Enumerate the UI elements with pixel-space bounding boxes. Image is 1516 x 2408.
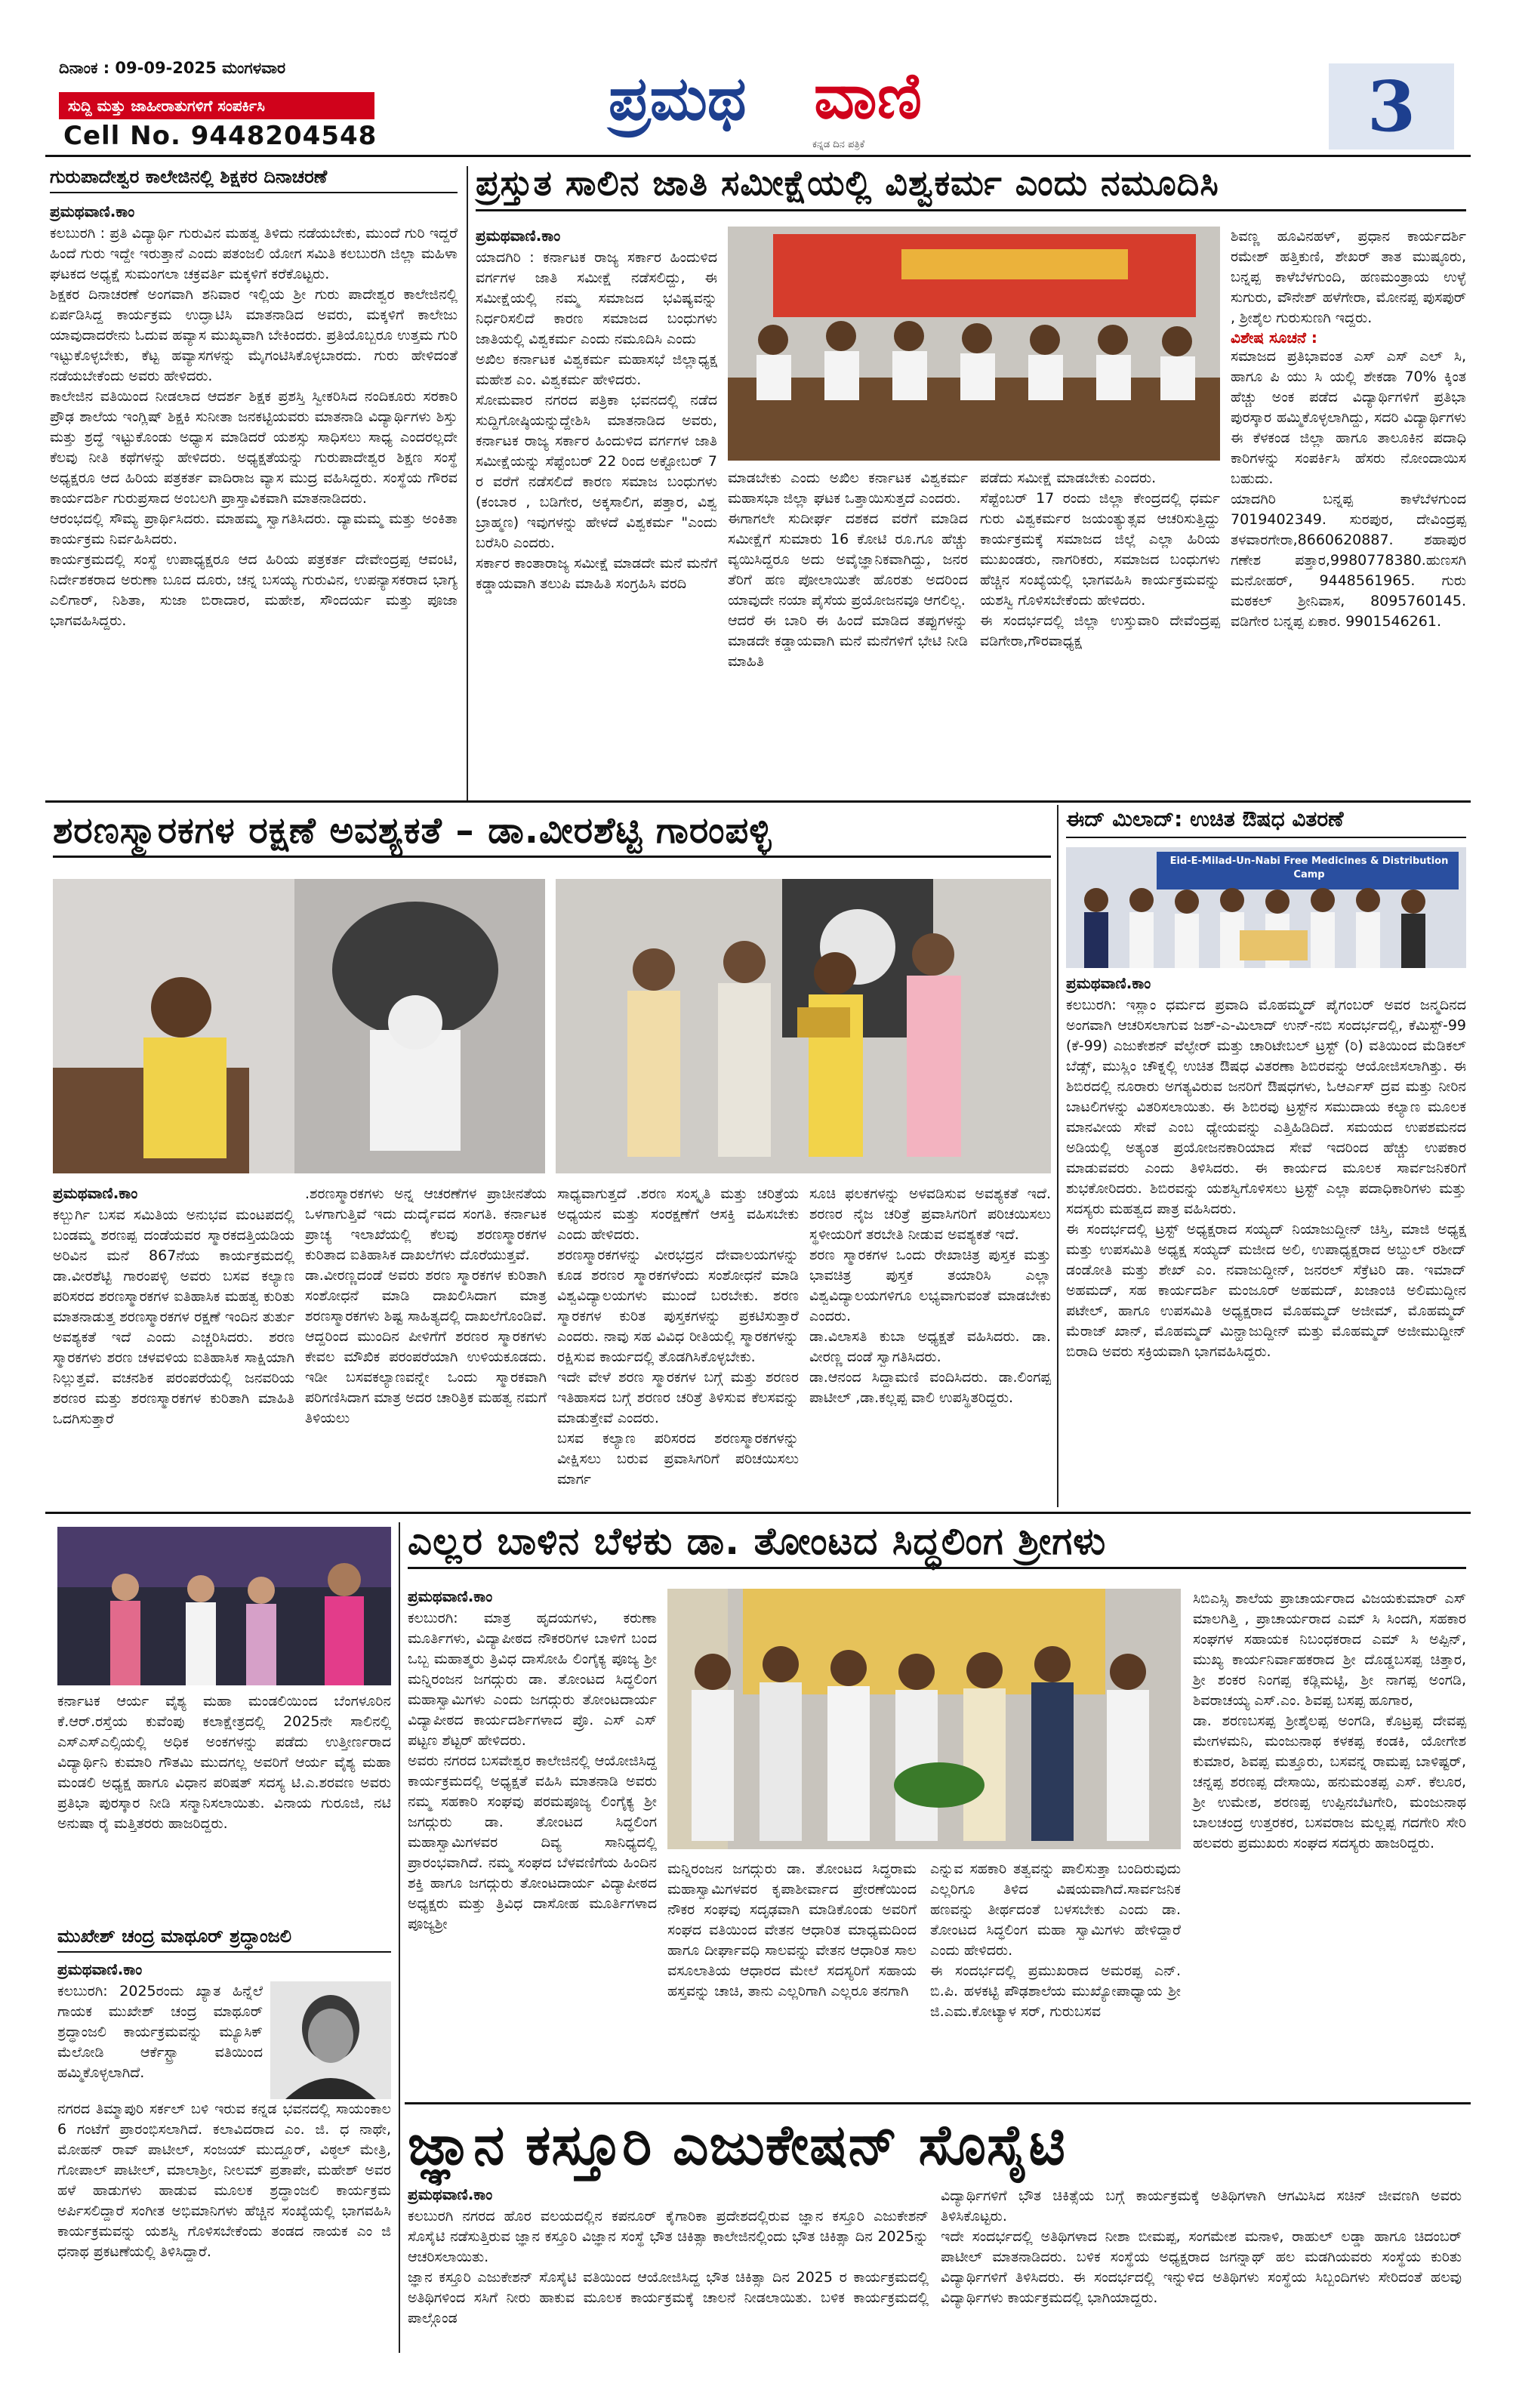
logo-tagline: ಕನ್ನಡ ದಿನ ಪತ್ರಿಕೆ: [812, 139, 865, 150]
event-image: [667, 1589, 1181, 1849]
felicitation-image: [556, 879, 1051, 1173]
byline: ಪ್ರಮಥವಾಣಿ.ಕಾಂ: [476, 227, 561, 245]
masthead-rule: [45, 155, 1471, 157]
article-body: ನಗರದ ತಿಮ್ಮಾಪುರಿ ಸರ್ಕಲ್ ಬಳಿ ಇರುವ ಕನ್ನಡ ಭವನದಲ್ಲಿ ಸಾಯಂಕಾಲ 6 ಗಂಟೆಗೆ ಪ್ರಾರಂಭಿಸಲಾಗಿದೆ. ಕಲಾವಿದರಾದ ಎಂ. ಜಿ. ಧ ನಾಥೇ, ಮೋಹನ್ ರಾವ್ ಪಾಟೀಲ್, ಸಂಜಯ್ ಮುದ್ದೂರ್, ವಿಠ್ಠಲ್ ಮೇತ್ರಿ, ಗೋಪಾಲ್ ಪಾಟೀಲ್, ಮಾಲಾಶ್ರೀ, ನೀಲಮ್ ಪ್ರತಾಪೇ, ಮಹೇಶ್ ಅವರ ಹಳೆ ಹಾಡುಗಳು ಹಾಡುವ ಮೂಲಕ ಶ್ರದ್ಧಾಂಜಲಿ ಕಾರ್ಯಕ್ರಮ ಅರ್ಪಿಸಲಿದ್ದಾರೆ ಸಂಗೀತ ಅಭಿಮಾನಿಗಳು ಹೆಚ್ಚಿನ ಸಂಖ್ಯೆಯಲ್ಲಿ ಭಾಗವಹಿಸಿ ಕಾರ್ಯಕ್ರಮವನ್ನು ಯಶಸ್ವಿ ಗೊಳಿಸಬೇಕೆಂದು ತಂಡದ ನಾಯಕ ಎಂ ಜಿ ಧನಾಥ ಪ್ರಕಟಣೆಯಲ್ಲಿ ತಿಳಿಸಿದ್ದಾರೆ.: [57, 2101, 391, 2260]
page-number-box: [1329, 63, 1454, 150]
article-body-col1: ಯಾದಗಿರಿ : ಕರ್ನಾಟಕ ರಾಜ್ಯ ಸರ್ಕಾರ ಹಿಂದುಳಿದ ವರ್ಗಗಳ ಜಾತಿ ಸಮೀಕ್ಷೆ ನಡೆಸಲಿದ್ದು, ಈ ಸಮೀಕ್ಷೆಯಲ್ಲಿ ನಮ್ಮ ಸಮಾಜದ ಭವಿಷ್ಯವನ್ನು ನಿರ್ಧರಿಸಲಿದೆ ಕಾರಣ ಸಮಾಜದ ಬಂಧುಗಳು ಜಾತಿಯಲ್ಲಿ ವಿಶ್ವಕರ್ಮ ಎಂದು ನಮೂದಿಸಿ ಎಂದು ಅಖಿಲ ಕರ್ನಾಟಕ ವಿಶ್ವಕರ್ಮ ಮಹಾಸಭೆ ಜಿಲ್ಲಾಧ್ಯಕ್ಷ ಮಹೇಶ ಎಂ. ವಿಶ್ವಕರ್ಮ ಹೇಳಿದರು. ಸೋಮವಾರ ನಗರದ ಪತ್ರಿಕಾ ಭವನದಲ್ಲಿ ನಡೆದ ಸುದ್ದಿಗೋಷ್ಠಿಯನ್ನುದ್ದೇಶಿಸಿ ಮಾತನಾಡಿದ ಅವರು, ಕರ್ನಾಟಕ ರಾಜ್ಯ ಸರ್ಕಾರ ಹಿಂದುಳಿದ ವರ್ಗಗಳ ಜಾತಿ ಸಮೀಕ್ಷೆಯನ್ನು ಸೆಪ್ಟೆಂಬರ್ 22 ರಿಂದ ಅಕ್ಟೋಬರ್ 7 ರ ವರೆಗೆ ನಡೆಸಲಿದೆ ಕಾರಣ ಸಮಾಜ ಬಂಧುಗಳು (ಕಂಬಾರ , ಬಡಿಗೇರ, ಅಕ್ಕಸಾಲಿಗ, ಪತ್ತಾರ, ವಿಶ್ವ ಬ್ರಾಹ್ಮಣ) ಇವುಗಳನ್ನು ಹೇಳದೆ ವಿಶ್ವಕರ್ಮ "ಎಂದು ಬರೆಸಿರಿ ಎಂದರು. ಸರ್ಕಾರ ಕಾಂತಾರಾಜ್ಯ ಸಮೀಕ್ಷೆ ಮಾಡದೇ ಮನೆ ಮನೆಗೆ ಕಡ್ಡಾಯವಾಗಿ ತಲುಪಿ ಮಾಹಿತಿ ಸಂಗ್ರಹಿಸಿ ವರದಿ: [476, 249, 717, 592]
mukesh-portrait: [270, 1981, 391, 2099]
article-body-col4: ಶಿವಣ್ಣ ಹೂವಿನಹಳ್, ಪ್ರಧಾನ ಕಾರ್ಯದರ್ಶಿ ರಮೇಶ್ ಹತ್ತಿಕುಣಿ, ಶೇಖರ್ ತಾತ ಮುಷ್ಠೂರು, ಬನ್ನಪ್ಪ ಕಾಳೆಬೆಳಗುಂದಿ, ಹಣಮಂತ್ರಾಯ ಉಳ್ಳೆ ಸುಗುರು, ವೌನೇಶ್ ಹಳೆಗೇರಾ, ಮೋನಪ್ಪ ಪುಸಪುರ್ , ಶ್ರೀಶೈಲ ಗುರುಸುಣಗಿ ಇದ್ದರು.: [1231, 228, 1466, 326]
article-sharana-smaraka: [53, 809, 1051, 1512]
logo-part1: ಪ್ರಮಥ: [609, 63, 747, 134]
headline: ಈದ್ ಮಿಲಾದ್: ಉಚಿತ ಔಷಧ ವಿತರಣೆ: [1066, 806, 1466, 838]
date-line: ದಿನಾಂಕ : 09-09-2025 ಮಂಗಳವಾರ: [59, 59, 286, 77]
article-intro: ಕಲಬುರಗಿ: 2025ರಂದು ಖ್ಯಾತ ಹಿನ್ನೆಲೆ ಗಾಯಕ ಮುಖೇಶ್ ಚಂದ್ರ ಮಾಥೂರ್ ಶ್ರದ್ಧಾಂಜಲಿ ಕಾರ್ಯಕ್ರಮವನ್ನು ಮ್ಯೂಸಿಕ್ ಮೆಲೋಡಿ ಆರ್ಕೆಸ್ಟ್ರಾ ವತಿಯಿಂದ ಹಮ್ಮಿಕೊಳ್ಳಲಾಗಿದೆ.: [57, 1983, 263, 2081]
article-body-col2: ಮನ್ನಿರಂಜನ ಜಗದ್ಗುರು ಡಾ. ತೋಂಟದ ಸಿದ್ಧರಾಮ ಮಹಾಸ್ವಾಮಿಗಳವರ ಕೃಪಾಶೀರ್ವಾದ ಪ್ರೇರಣೆಯಿಂದ ನೌಕರ ಸಂಘವು ಸದೃಢವಾಗಿ ಮಾಡಿಕೊಂಡು ಅವರಿಗೆ ಸಂಘದ ವತಿಯಿಂದ ವೇತನ ಆಧಾರಿತ ಮಾಧ್ಯಮದಿಂದ ಹಾಗೂ ದೀರ್ಘಾವಧಿ ಸಾಲವನ್ನು ವೇತನ ಆಧಾರಿತ ಸಾಲ ವಸೂಲಾತಿಯ ಆಧಾರದ ಮೇಲೆ ಸದಸ್ಯರಿಗೆ ಸಹಾಯ ಹಸ್ತವನ್ನು ಚಾಚಿ, ತಾನು ಎಲ್ಲರಿಗಾಗಿ ಎಲ್ಲರೂ ತನಗಾಗಿ: [667, 1861, 917, 1999]
byline: ಪ್ರಮಥವಾಣಿ.ಕಾಂ: [1066, 974, 1151, 992]
article-body-col4: ಸೂಚಿ ಫಲಕಗಳನ್ನು ಅಳವಡಿಸುವ ಅವಶ್ಯಕತೆ ಇದೆ. ಶರಣರ ನೈಜ ಚರಿತ್ರೆ ಪ್ರವಾಸಿಗರಿಗೆ ಪರಿಚಯಿಸಲು ಸ್ಥಳೀಯರಿಗೆ ತರಬೇತಿ ನೀಡುವ ಅವಶ್ಯಕತೆ ಇದೆ. ಶರಣ ಸ್ಮಾರಕಗಳ ಒಂದು ರೇಖಾಚಿತ್ರ ಪುಸ್ತಕ ಮತ್ತು ಭಾವಚಿತ್ರ ಪುಸ್ತಕ ತಯಾರಿಸಿ ಎಲ್ಲಾ ವಿಶ್ವವಿದ್ಯಾಲಯಗಳಿಗೂ ಲಭ್ಯವಾಗುವಂತೆ ಮಾಡಬೇಕು ಎಂದರು. ಡಾ.ವಿಲಾಸತಿ ಕುಬಾ ಅಧ್ಯಕ್ಷತೆ ವಹಿಸಿದರು. ಡಾ. ವೀರಣ್ಣ ದಂಡೆ ಸ್ವಾಗತಿಸಿದರು. ಡಾ.ಆನಂದ ಸಿದ್ದಾಮಣಿ ವಂದಿಸಿದರು. ಡಾ.ಲಿಂಗಪ್ಪ ಪಾಟೀಲ್ ,ಡಾ.ಕಲ್ಲಪ್ಪ ವಾಲಿ ಉಪಸ್ಥಿತರಿದ್ದರು.: [809, 1186, 1051, 1406]
article-vishwakarma: [476, 162, 1466, 812]
headline: ಪ್ರಸ್ತುತ ಸಾಲಿನ ಜಾತಿ ಸಮೀಕ್ಷೆಯಲ್ಲಿ ವಿಶ್ವಕರ್ಮ ಎಂದು ನಮೂದಿಸಿ: [476, 162, 1466, 211]
article-body-col3: ಸಾಧ್ಯವಾಗುತ್ತದೆ .ಶರಣ ಸಂಸ್ಕೃತಿ ಮತ್ತು ಚರಿತ್ರೆಯ ಅಧ್ಯಯನ ಮತ್ತು ಸಂರಕ್ಷಣೆಗೆ ಆಸಕ್ತಿ ವಹಿಸಬೇಕು ಎಂದು ಹೇಳಿದರು. ಶರಣಸ್ಮಾರಕಗಳನ್ನು ವೀರಭದ್ರನ ದೇವಾಲಯಗಳನ್ನು ಕೂಡ ಶರಣರ ಸ್ಮಾರಕಗಳೆಂದು ಸಂಶೋಧನೆ ಮಾಡಿ ವಿಶ್ವವಿದ್ಯಾಲಯಗಳು ಮುಂದೆ ಬರಬೇಕು. ಶರಣ ಸ್ಮಾರಕಗಳ ಕುರಿತ ಪುಸ್ತಕಗಳನ್ನು ಪ್ರಕಟಿಸುತ್ತಾರೆ ಎಂದರು. ನಾವು ಸಹ ವಿವಿಧ ರೀತಿಯಲ್ಲಿ ಸ್ಮಾರಕಗಳನ್ನು ರಕ್ಷಿಸುವ ಕಾರ್ಯದಲ್ಲಿ ತೊಡಗಿಸಿಕೊಳ್ಳಬೇಕು. ಇದೇ ವೇಳೆ ಶರಣ ಸ್ಮಾರಕಗಳ ಬಗ್ಗೆ ಮತ್ತು ಶರಣರ ಇತಿಹಾಸದ ಬಗ್ಗೆ ಶರಣರ ಚರಿತ್ರೆ ತಿಳಿಸುವ ಕೆಲಸವನ್ನು ಮಾಡುತ್ತೇವೆ ಎಂದರು. ಬಸವ ಕಲ್ಯಾಣ ಪರಿಸರದ ಶರಣಸ್ಮಾರಕಗಳನ್ನು ವೀಕ್ಷಿಸಲು ಬರುವ ಪ್ರವಾಸಿಗರಿಗೆ ಪರಿಚಯಿಸಲು ಮಾರ್ಗ: [557, 1186, 799, 1488]
special-notice-heading: ವಿಶೇಷ ಸೂಚನೆ :: [1231, 328, 1317, 347]
award-photo: [57, 1527, 391, 1685]
headline: ಎಲ್ಲರ ಬಾಳಿನ ಬೆಳಕು ಡಾ. ತೋಂಟದ ಸಿದ್ಧಲಿಂಗ ಶ್ರೀಗಳು: [408, 1519, 1466, 1569]
byline: ಪ್ರಮಥವಾಣಿ.ಕಾಂ: [408, 2185, 493, 2203]
press-meet-image: [728, 227, 1220, 461]
article-body-col4: ಸಿಬಿಎಸ್ಸಿ ಶಾಲೆಯ ಪ್ರಾಚಾರ್ಯರಾದ ವಿಜಯಕುಮಾರ್ ಎಸ್ ಮಾಲಗಿತ್ತಿ , ಪ್ರಾಚಾರ್ಯರಾದ ಎಮ್ ಸಿ ಸಿಂದಗಿ, ಸಹಕಾರ ಸಂಘಗಳ ಸಹಾಯಕ ನಿಬಂಧಕರಾದ ಎಮ್ ಸಿ ಅಪ್ಪಿನ್, ಮುಖ್ಯ ಕಾರ್ಯನಿರ್ವಾಹಕರಾದ ಶ್ರೀ ದೊಡ್ಡಬಸಪ್ಪ ಚಿತ್ತಾರ, ಶ್ರೀ ಶಂಕರ ನಿಂಗಪ್ಪ ಕಡ್ಲಿಮಟ್ಟಿ, ಶ್ರೀ ನಾಗಪ್ಪ ಅಂಗಡಿ, ಶಿವರಾಚಯ್ಯ ಎಸ್.ಎಂ. ಶಿವಪ್ಪ ಬಸಪ್ಪ ಹೂಗಾರ, ಡಾ. ಶರಣಬಸಪ್ಪ ಶ್ರೀಶೈಲಪ್ಪ ಅಂಗಡಿ, ಕೊಟ್ರಪ್ಪ ದೇವಪ್ಪ ಮೇಗಳಮನಿ, ಮಂಜುನಾಥ ಕಳಕಪ್ಪ ಕಂಡಕಿ, ಯೋಗೇಶ ಕುಮಾರ, ಶಿವಪ್ಪ ಮತ್ತೂರು, ಬಸವನ್ನ ರಾಮಪ್ಪ ಬಾಳಿಷ್ಟರ್, ಚನ್ನಪ್ಪ ಶರಣಪ್ಪ ದೇಸಾಯಿ, ಹನುಮಂತಪ್ಪ ಎಸ್. ಕೆಲೂರ, ಶ್ರೀ ಉಮೇಶ, ಶರಣಪ್ಪ ಉಪ್ಪಿನಬೆಟಗೇರಿ, ಮಂಜುನಾಥ ಬಾಲಚಂದ್ರ ಉತ್ತರಕರ, ಬಸವರಾಜ ಮಲ್ಲಪ್ಪ ಗದಗೇರಿ ಸೇರಿ ಹಲವರು ಪ್ರಮುಖರು ಸಂಘದ ಸದಸ್ಯರು ಹಾಜರಿದ್ದರು.: [1193, 1590, 1466, 1851]
article-jnana-kasturi: [408, 2111, 1466, 2329]
medicine-camp-photo: [1066, 847, 1466, 968]
section-rule: [45, 800, 1471, 803]
byline: ಪ್ರಮಥವಾಣಿ.ಕಾಂ: [50, 202, 135, 220]
column-divider: [1057, 805, 1058, 1507]
logo: [609, 59, 1031, 154]
article-tontada-swamiji: [408, 1519, 1466, 2101]
article-body-col1: ಕಲಬುರಗಿ ನಗರದ ಹೊರ ವಲಯದಲ್ಲಿನ ಕಪನೂರ್ ಕೈಗಾರಿಕಾ ಪ್ರದೇಶದಲ್ಲಿರುವ ಜ್ಞಾನ ಕಸ್ತೂರಿ ಎಜುಕೇಶನ್ ಸೊಸೈಟಿ ನಡೆಸುತ್ತಿರುವ ಜ್ಞಾನ ಕಸ್ತೂರಿ ವಿಜ್ಞಾನ ಸಂಸ್ಥೆ ಭೌತ ಚಿಕಿತ್ಸಾ ಕಾಲೇಜಿನಲ್ಲಿಂದು ಭೌತ ಚಿಕಿತ್ಸಾ ದಿನ 2025ನ್ನು ಆಚರಿಸಲಾಯಿತು. ಜ್ಞಾನ ಕಸ್ತೂರಿ ಎಜುಕೇಶನ್ ಸೊಸೈಟಿ ವತಿಯಿಂದ ಆಯೋಜಿಸಿದ್ದ ಭೌತ ಚಿಕಿತ್ಸಾ ದಿನ 2025 ರ ಕಾರ್ಯಕ್ರಮದಲ್ಲಿ ಅತಿಥಿಗಳಿಂದ ಸಸಿಗೆ ನೀರು ಹಾಕುವ ಮೂಲಕ ಕಾರ್ಯಕ್ರಮಕ್ಕೆ ಚಾಲನೆ ನೀಡಲಾಯಿತು. ಬಳಿಕ ಕಾರ್ಯಕ್ರಮದಲ್ಲಿ ಪಾಲ್ಗೊಂಡ: [408, 2208, 929, 2326]
byline: ಪ್ರಮಥವಾಣಿ.ಕಾಂ: [408, 1587, 493, 1605]
speaker-photo: [53, 879, 545, 1173]
section-rule: [405, 2102, 1471, 2104]
article-mukesh-tribute: [57, 1925, 391, 2262]
article-body: ಕಲಬುರಗಿ: ಇಸ್ಲಾಂ ಧರ್ಮದ ಪ್ರವಾದಿ ಮೊಹಮ್ಮದ್ ಪೈಗಂಬರ್ ಅವರ ಜನ್ಮದಿನದ ಅಂಗವಾಗಿ ಆಚರಿಸಲಾಗುವ ಜಶ್-ಎ-ಮಿಲಾದ್ ಉನ್-ನಬಿ ಸಂದರ್ಭದಲ್ಲಿ, ಕೆಮಿಸ್ಟ್-99 (ಕೆ-99) ಎಜುಕೇಶನ್ ವೆಲ್ಫೇರ್ ಮತ್ತು ಚಾರಿಟೇಬಲ್ ಟ್ರಸ್ಟ್ (ರಿ) ವತಿಯಿಂದ ಮೆಡಿಕಲ್ ಬೆಡ್ಸ್, ಮುಸ್ಲಿಂ ಚೌಕ್ನಲ್ಲಿ ಉಚಿತ ಔಷಧ ವಿತರಣಾ ಶಿಬಿರವನ್ನು ಆಯೋಜಿಸಲಾಗಿತ್ತು. ಈ ಶಿಬಿರದಲ್ಲಿ ನೂರಾರು ಅಗತ್ಯವಿರುವ ಜನರಿಗೆ ಔಷಧಗಳು, ಓಆರ್ಎಸ್ ದ್ರವ ಮತ್ತು ನೀರಿನ ಬಾಟಲಿಗಳನ್ನು ವಿತರಿಸಲಾಯಿತು. ಈ ಶಿಬಿರವು ಟ್ರಸ್ಟ್‌ನ ಸಮುದಾಯ ಕಲ್ಯಾಣ ಮೂಲಕ ಮಾನವೀಯ ಸೇವೆ ಎಂಬ ಧ್ಯೇಯವನ್ನು ಎತ್ತಿಹಿಡಿದಿದೆ. ಸಮಯದ ಉಪಶಮನದ ಅಡಿಯಲ್ಲಿ ಅತ್ಯಂತ ಪ್ರಯೋಜನಕಾರಿಯಾದ ಸೇವೆ ಇದರಿಂದ ಹೆಚ್ಚು ಉಪಕಾರ ಮಾಡುವವರು ಎಂದು ತಿಳಿಸಿದರು. ಈ ಕಾರ್ಯದ ಮೂಲಕ ಸಾರ್ವಜನಿಕರಿಗೆ ಶುಭಕೋರಿದರು. ಶಿಬಿರವನ್ನು ಯಶಸ್ವಿಗೊಳಿಸಲು ಟ್ರಸ್ಟ್ ಎಲ್ಲಾ ಪದಾಧಿಕಾರಿಗಳು ಮತ್ತು ಸದಸ್ಯರು ಮಹತ್ವದ ಪಾತ್ರ ವಹಿಸಿದರು. ಈ ಸಂದರ್ಭದಲ್ಲಿ ಟ್ರಸ್ಟ್ ಅಧ್ಯಕ್ಷರಾದ ಸಯ್ಯದ್ ನಿಯಾಜುದ್ದೀನ್ ಚಿಸ್ತಿ, ಮಾಜಿ ಅಧ್ಯಕ್ಷ ಮತ್ತು ಉಪಸಮಿತಿ ಅಧ್ಯಕ್ಷ ಸಯ್ಯದ್ ಮಜೀದ ಅಲಿ, ಉಪಾಧ್ಯಕ್ಷರಾದ ಅಬ್ದುಲ್ ರಶೀದ್ ಡಂಡೋತಿ ಮತ್ತು ಶೇಖ್ ಎಂ. ನವಾಜುದ್ದೀನ್, ಜನರಲ್ ಸೆಕ್ರೆಟರಿ ಡಾ. ಇಮಾದ್ ಅಹಮದ್, ಸಹ ಕಾರ್ಯದರ್ಶಿ ಮಂಜೂರ್ ಅಹಮದ್, ಖಜಾಂಚಿ ಅಲಿಮುದ್ದೀನ ಪಟೇಲ್, ಹಾಗೂ ಉಪಸಮಿತಿ ಅಧ್ಯಕ್ಷರಾದ ಮೊಹಮ್ಮದ್ ಅಜೀಮ್, ಮೊಹಮ್ಮದ್ ಮೆರಾಜ್ ಖಾನ್, ಮೊಹಮ್ಮದ್ ಮಿನ್ಹಾಜುದ್ದೀನ್ ಮತ್ತು ಮೊಹಮ್ಮದ್ ಅಜೀಮುದ್ದೀನ್ ಬಿರಾದಿ ಅವರು ಸಕ್ರಿಯವಾಗಿ ಭಾಗವಹಿಸಿದ್ದರು.: [1066, 997, 1466, 1360]
plant-watering-photo: [667, 1589, 1181, 1849]
section-rule: [45, 1512, 1471, 1514]
page-number: 3: [1367, 66, 1416, 147]
column-divider: [399, 1522, 400, 2353]
headline: ಜ್ಞಾನ ಕಸ್ತೂರಿ ಎಜುಕೇಷನ್ ಸೊಸೈಟಿ: [408, 2113, 1066, 2178]
speaker-image: [53, 879, 545, 1173]
article-eid-milad: [1066, 806, 1466, 1362]
byline: ಪ್ರಮಥವಾಣಿ.ಕಾಂ: [57, 1960, 143, 1978]
article-body-col3: ಪಡೆದು ಸಮೀಕ್ಷೆ ಮಾಡಬೇಕು ಎಂದರು. ಸೆಪ್ಟೆಂಬರ್ 17 ರಂದು ಜಿಲ್ಲಾ ಕೇಂದ್ರದಲ್ಲಿ ಧರ್ಮ ಗುರು ವಿಶ್ವಕರ್ಮರ ಜಯಂತ್ಯುತ್ಸವ ಆಚರಿಸುತ್ತಿದ್ದು ಕಾರ್ಯಕ್ರಮಕ್ಕೆ ಸಮಾಜದ ಜಿಲ್ಲೆ ಎಲ್ಲಾ ಹಿರಿಯ ಮುಖಂಡರು, ನಾಗರಿಕರು, ಸಮಾಜದ ಬಂಧುಗಳು ಹೆಚ್ಚಿನ ಸಂಖ್ಯೆಯಲ್ಲಿ ಭಾಗವಹಿಸಿ ಕಾರ್ಯಕ್ರಮವನ್ನು ಯಶಸ್ವಿ ಗೊಳಿಸಬೇಕೆಂದು ಹೇಳಿದರು. ಈ ಸಂದರ್ಭದಲ್ಲಿ ಜಿಲ್ಲಾ ಉಸ್ತುವಾರಿ ದೇವೆಂದ್ರಪ್ಪ ವಡಿಗೇರಾ,ಗೌರವಾಧ್ಯಕ್ಷ: [980, 470, 1220, 649]
press-meet-photo: [728, 227, 1220, 461]
felicitation-photo: [556, 879, 1051, 1173]
byline: ಪ್ರಮಥವಾಣಿ.ಕಾಂ: [53, 1184, 138, 1202]
article-body-col1: ಕಲ್ಬುರ್ಗಿ ಬಸವ ಸಮಿತಿಯ ಅನುಭವ ಮಂಟಪದಲ್ಲಿ ಬಂಡಮ್ಮ ಶರಣಪ್ಪ ದಂಡೆಯವರ ಸ್ಮಾರಕದತ್ತಿಯಡಿಯ ಅರಿವಿನ ಮನೆ 867ನೆಯ ಕಾರ್ಯಕ್ರಮದಲ್ಲಿ ಡಾ.ವೀರಶೆಟ್ಟಿ ಗಾರಂಪಳ್ಳಿ ಅವರು ಬಸವ ಕಲ್ಯಾಣ ಪರಿಸರದ ಶರಣಸ್ಮಾರಕಗಳ ಐತಿಹಾಸಿಕ ಮಹತ್ವ ಕುರಿತು ಮಾತನಾಡುತ್ತ ಶರಣಸ್ಮಾರಕಗಳ ರಕ್ಷಣೆ ಇಂದಿನ ತುರ್ತು ಅವಶ್ಯಕತೆ ಇದೆ ಎಂದು ಎಚ್ಚರಿಸಿದರು. ಶರಣ ಸ್ಮಾರಕಗಳು ಶರಣ ಚಳವಳಿಯ ಐತಿಹಾಸಿಕ ಸಾಕ್ಷಿಯಾಗಿ ನಿಲ್ಲುತ್ತವೆ. ವಚನಶಿಕ ಪರಂಪರೆಯಲ್ಲಿ ಜನವರಿಯ ಶರಣರ ಮತ್ತು ಶರಣಸ್ಮಾರಕಗಳ ಕುರಿತಾಗಿ ಮಾಹಿತಿ ಒದಗಿಸುತ್ತಾರೆ: [53, 1207, 294, 1427]
portrait-image: [270, 1981, 391, 2099]
article-teachers-day: [50, 166, 458, 631]
headline: ಗುರುಪಾದೇಶ್ವರ ಕಾಲೇಜಿನಲ್ಲಿ ಶಿಕ್ಷಕರ ದಿನಾಚರಣೆ: [50, 166, 458, 193]
article-body-col2: ವಿದ್ಯಾರ್ಥಿಗಳಿಗೆ ಭೌತ ಚಿಕಿತ್ಸೆಯ ಬಗ್ಗೆ ಕಾರ್ಯಕ್ರಮಕ್ಕೆ ಅತಿಥಿಗಳಾಗಿ ಆಗಮಿಸಿದ ಸಚಿನ್ ಜೀವಣಗಿ ಅವರು ತಿಳಿಸಿಕೊಟ್ಟರು. ಇದೇ ಸಂದರ್ಭದಲ್ಲಿ ಅತಿಥಿಗಳಾದ ನೀಶಾ ಬೀಮಪ್ಪ, ಸಂಗಮೇಶ ಮನಾಳಿ, ರಾಹುಲ್ ಲಡ್ಡಾ ಹಾಗೂ ಚಿದಂಬರ್ ಪಾಟೀಲ್ ಮಾತನಾಡಿದರು. ಬಳಿಕ ಸಂಸ್ಥೆಯ ಅಧ್ಯಕ್ಷರಾದ ಜಗನ್ನಾಥ್ ಹಲ ಮಡಗಿಯವರು ಸಂಸ್ಥೆಯ ಕುರಿತು ವಿದ್ಯಾರ್ಥಿಗಳಿಗೆ ತಿಳಿಸಿದರು. ಈ ಸಂದರ್ಭದಲ್ಲಿ ಇನ್ನುಳಿದ ಅತಿಥಿಗಳು ಸಂಸ್ಥೆಯ ಸಿಬ್ಬಂದಿಗಳು ಸೇರಿದಂತೆ ಹಲವು ವಿದ್ಯಾರ್ಥಿಗಳು ಕಾರ್ಯಕ್ರಮದಲ್ಲಿ ಭಾಗಿಯಾದ್ದರು.: [941, 2188, 1462, 2306]
award-image: [57, 1527, 391, 1685]
logo-part2: ವಾಣಿ: [814, 59, 923, 133]
article-body-col2: ಮಾಡಬೇಕು ಎಂದು ಅಖಿಲ ಕರ್ನಾಟಕ ವಿಶ್ವಕರ್ಮ ಮಹಾಸಭಾ ಜಿಲ್ಲಾ ಘಟಕ ಒತ್ತಾಯಿಸುತ್ತದೆ ಎಂದರು. ಈಗಾಗಲೇ ಸುದೀರ್ಘ ದಶಕದ ವರೆಗೆ ಮಾಡಿದ ಸಮೀಕ್ಷೆಗೆ ಸುಮಾರು 16 ಕೋಟಿ ರೂ.ಗೂ ಹೆಚ್ಚು ವ್ಯಯಿಸಿದ್ದರೂ ಅದು ಅವೈಜ್ಞಾನಿಕವಾಗಿದ್ದು, ಜನರ ತೆರಿಗೆ ಹಣ ಪೋಲಾಯಿತೇ ಹೊರತು ಅದರಿಂದ ಯಾವುದೇ ನಯಾ ಪೈಸೆಯ ಪ್ರಯೋಜನವೂ ಆಗಲಿಲ್ಲ. ಆದರೆ ಈ ಬಾರಿ ಈ ಹಿಂದೆ ಮಾಡಿದ ತಪ್ಪುಗಳನ್ನು ಮಾಡದೇ ಕಡ್ಡಾಯವಾಗಿ ಮನೆ ಮನೆಗಳಿಗೆ ಭೇಟಿ ನೀಡಿ ಮಾಹಿತಿ: [728, 470, 968, 670]
article-body-col3: ಎನ್ನುವ ಸಹಕಾರಿ ತತ್ವವನ್ನು ಪಾಲಿಸುತ್ತಾ ಬಂದಿರುವುದು ಎಲ್ಲರಿಗೂ ತಿಳಿದ ವಿಷಯವಾಗಿದೆ.ಸಾರ್ವಜನಿಕ ಹಣವನ್ನು ತೀರ್ಥದಂತೆ ಬಳಸಬೇಕು ಎಂದು ಡಾ. ತೋಂಟದ ಸಿದ್ಧಲಿಂಗ ಮಹಾ ಸ್ವಾಮಿಗಳು ಹೇಳಿದ್ದಾರೆ ಎಂದು ಹೇಳಿದರು. ಈ ಸಂದರ್ಭದಲ್ಲಿ ಪ್ರಮುಖರಾದ ಅಮರಪ್ಪ ಎನ್. ಬಿ.ಪಿ. ಹಳಕಟ್ಟಿ ಪೌಢಶಾಲೆಯ ಮುಖ್ಯೋಪಾಧ್ಯಾಯ ಶ್ರೀ ಜಿ.ಎಮ.ಕೋಟ್ಯಾಳ ಸರ್, ಗುರುಬಸವ: [930, 1861, 1181, 2020]
article-body: ಕರ್ನಾಟಕ ಆರ್ಯ ವೈಶ್ಯ ಮಹಾ ಮಂಡಲಿಯಿಂದ ಬೆಂಗಳೂರಿನ ಕೆ.ಆರ್.ರಸ್ತೆಯ ಕುವೆಂಪು ಕಲಾಕ್ಷೇತ್ರದಲ್ಲಿ 2025ನೇ ಸಾಲಿನಲ್ಲಿ ಎಸ್ಎಸ್ಎಲ್ಸಿಯಲ್ಲಿ ಅಧಿಕ ಅಂಕಗಳನ್ನು ಪಡೆದು ಉತ್ತೀರ್ಣರಾದ ವಿದ್ಯಾರ್ಥಿನಿ ಕುಮಾರಿ ಗೌತಮಿ ಮುದಗಲ್ಲ ಅವರಿಗೆ ಆರ್ಯ ವೈಶ್ಯ ಮಹಾ ಮಂಡಲಿ ಅಧ್ಯಕ್ಷ ಹಾಗೂ ವಿಧಾನ ಪರಿಷತ್ ಸದಸ್ಯ ಟಿ.ಎ.ಶರವಣ ಅವರು ಪ್ರತಿಭಾ ಪುರಸ್ಕಾರ ನೀಡಿ ಸನ್ಮಾನಿಸಲಾಯಿತು. ವಿನಾಯ ಗುರೂಜಿ, ನಟಿ ಅನುಷಾ ರೈ ಮತ್ತಿತರರು ಹಾಜರಿದ್ದರು.: [57, 1693, 391, 1832]
headline: ಶರಣಸ್ಮಾರಕಗಳ ರಕ್ಷಣೆ ಅವಶ್ಯಕತೆ – ಡಾ.ವೀರಶೆಟ್ಟಿ ಗಾರಂಪಳ್ಳಿ: [53, 809, 1051, 858]
column-divider: [467, 166, 468, 800]
headline: ಮುಖೇಶ್ ಚಂದ್ರ ಮಾಥೂರ್ ಶ್ರದ್ಧಾಂಜಲಿ: [57, 1925, 391, 1953]
photo-banner-text: Eid-E-Milad-Un-Nabi Free Medicines & Distribution Camp: [1169, 856, 1449, 880]
cell-number: Cell No. 9448204548: [63, 121, 377, 151]
article-arya-vysya: [57, 1527, 391, 1834]
article-body: ಕಲಬುರಗಿ : ಪ್ರತಿ ವಿದ್ಯಾರ್ಥಿ ಗುರುವಿನ ಮಹತ್ವ ತಿಳಿದು ನಡೆಯಬೇಕು, ಮುಂದೆ ಗುರಿ ಇದ್ದರೆ ಹಿಂದೆ ಗುರು ಇದ್ದೇ ಇರುತ್ತಾನೆ ಎಂದು ಪತಂಜಲಿ ಯೋಗ ಸಮಿತಿ ಕಲಬುರಗಿ ಜಿಲ್ಲಾ ಮಹಿಳಾ ಘಟಕದ ಅಧ್ಯಕ್ಷೆ ಸುಮಂಗಲಾ ಚಕ್ರವರ್ತಿ ಮಕ್ಕಳಿಗೆ ಕರೆಕೊಟ್ಟರು. ಶಿಕ್ಷಕರ ದಿನಾಚರಣೆ ಅಂಗವಾಗಿ ಶನಿವಾರ ಇಲ್ಲಿಯ ಶ್ರೀ ಗುರು ಪಾದೇಶ್ವರ ಕಾಲೇಜಿನಲ್ಲಿ ಏರ್ಪಡಿಸಿದ್ದ ಕಾರ್ಯಕ್ರಮ ಉದ್ಘಾಟಿಸಿ ಮಾತನಾಡಿದ ಅವರು, ಮಕ್ಕಳಿಗೆ ಕಾಲೇಜು ಯಾವುದಾದರೇನು ಓದುವ ಹವ್ಯಾಸ ಮುಖ್ಯವಾಗಿ ಬೇಕಿಂದರು. ಪ್ರತಿಯೊಬ್ಬರೂ ಉತ್ತಮ ಗುರಿ ಇಟ್ಟುಕೊಳ್ಳಬೇಕು, ಕೆಟ್ಟ ಹವ್ಯಾಸಗಳನ್ನು ಮೈಗಂಟಿಸಿಕೊಳ್ಳಬಾರದು. ಗುರು ಹೇಳಿದಂತೆ ನಡೆಯಬೇಕೆಂದು ಅವರು ಹೇಳಿದರು. ಕಾಲೇಜಿನ ವತಿಯಿಂದ ನೀಡಲಾದ ಆದರ್ಶ ಶಿಕ್ಷಕ ಪ್ರಶಸ್ತಿ ಸ್ವೀಕರಿಸಿದ ನಂದಿಕೂರು ಸರಕಾರಿ ಪ್ರೌಢ ಶಾಲೆಯ ಇಂಗ್ಲಿಷ್ ಶಿಕ್ಷಕಿ ಸುನೀತಾ ಜನಕಟ್ಟಿಯವರು ಮಾತನಾಡಿ ವಿದ್ಯಾರ್ಥಿಗಳು ಶಿಸ್ತು ಮತ್ತು ಶ್ರದ್ಧೆ ಇಟ್ಟುಕೊಂಡು ಅಧ್ಯಾಸ ಮಾಡಿದರೆ ಯಶಸ್ಸು ಸಾಧಿಸಲು ಸಾಧ್ಯ ಎಂದರಲ್ಲದೇ ಕೆಲವು ನೀತಿ ಕಥೆಗಳನ್ನು ಹೇಳಿದರು. ಅಧ್ಯಕ್ಷತೆಯನ್ನು ಗುರುಪಾದೇಶ್ವರ ಶಿಕ್ಷಣ ಸಂಸ್ಥೆ ಅಧ್ಯಕ್ಷರೂ ಆದ ಹಿರಿಯ ಪತ್ರಕರ್ತ ವಾದಿರಾಜ ವ್ಯಾಸ ಮುದ್ರ ವಹಿಸಿದ್ದರು. ಸಂಸ್ಥೆಯ ಗೌರವ ಕಾರ್ಯದರ್ಶಿ ಗುರುಪ್ರಸಾದ ಅಂಬಲಗಿ ಪ್ರಾಸ್ತಾವಿಕವಾಗಿ ಮಾತನಾಡಿದರು. ಆರಂಭದಲ್ಲಿ ಸೌಮ್ಯ ಪ್ರಾರ್ಥಿಸಿದರು. ಮಾಹಮ್ಮ ಸ್ವಾಗತಿಸಿದರು. ದ್ಯಾಮಮ್ಮ ಮತ್ತು ಅಂಕಿತಾ ಕಾರ್ಯಕ್ರಮ ನಿರ್ವಹಿಸಿದರು. ಕಾರ್ಯಕ್ರಮದಲ್ಲಿ ಸಂಸ್ಥೆ ಉಪಾಧ್ಯಕ್ಷರೂ ಆದ ಹಿರಿಯ ಪತ್ರಕರ್ತ ದೇವೇಂದ್ರಪ್ಪ ಆವಂಟಿ, ನಿರ್ದೇಶಕರಾದ ಅರುಣಾ ಬೂದ ದೂರು, ಚನ್ನ ಬಸಯ್ಯ ಗುರುವಿನ, ಉಪನ್ಯಾಸಕರಾದ ಭಾಗ್ಯ ಎಲಿಗಾರ್, ನಿಶಿತಾ, ಸುಜಾ ಬಿರಾದಾರ, ಮಹೇಶ, ಸೌಂದರ್ಯ ಮತ್ತು ಪೂಜಾ ಭಾಗವಹಿಸಿದ್ದರು.: [50, 225, 458, 629]
article-body-col2: .ಶರಣಸ್ಮಾರಕಗಳು ಅನ್ನ ಆಚರಣೆಗಳ ಪ್ರಾಚೀನತೆಯ ಒಳಗಾಗುತ್ತಿವೆ ಇದು ದುರ್ದೈವದ ಸಂಗತಿ. ಕರ್ನಾಟಕ ಪ್ರಾಚ್ಯ ಇಲಾಖೆಯಲ್ಲಿ ಕೆಲವು ಶರಣಸ್ಮಾರಕಗಳ ಕುರಿತಾದ ಐತಿಹಾಸಿಕ ದಾಖಲೆಗಳು ದೊರೆಯುತ್ತವೆ. ಡಾ.ವೀರಣ್ಣದಂಡೆ ಅವರು ಶರಣ ಸ್ಮಾರಕಗಳ ಕುರಿತಾಗಿ ಸಂಶೋಧನೆ ಮಾಡಿ ದಾಖಲಿಸಿದಾಗ ಮಾತ್ರ ಶರಣಸ್ಮಾರಕಗಳು ಶಿಷ್ಟ ಸಾಹಿತ್ಯದಲ್ಲಿ ದಾಖಲೆಗೊಂಡಿವೆ. ಆದ್ದರಿಂದ ಮುಂದಿನ ಪೀಳಿಗೆಗೆ ಶರಣರ ಸ್ಮಾರಕಗಳು ಕೇವಲ ಮೌಖಿಕ ಪರಂಪರೆಯಾಗಿ ಉಳಿಯಕೂಡದು. ಇಡೀ ಬಸವಕಲ್ಯಾಣವನ್ನೇ ಒಂದು ಸ್ಮಾರಕವಾಗಿ ಪರಿಗಣಿಸಿದಾಗ ಮಾತ್ರ ಅದರ ಚಾರಿತ್ರಿಕ ಮಹತ್ವ ನಮಗೆ ತಿಳಿಯಲು: [305, 1186, 547, 1426]
article-body-col1: ಕಲಬುರಗಿ: ಮಾತ್ರ ಹೃದಯಗಳು, ಕರುಣಾ ಮೂರ್ತಿಗಳು, ವಿದ್ಯಾಪೀಠದ ನೌಕರರಿಗಳ ಬಾಳಿಗೆ ಬಂದ ಒಬ್ಬ ಮಹಾತ್ಮರು ತ್ರಿವಿಧ ದಾಸೋಹಿ ಲಿಂಗೈಕ್ಯ ಪೂಜ್ಯ ಶ್ರೀ ಮನ್ನಿರಂಜನ ಜಗದ್ಗುರು ಡಾ. ತೋಂಟದ ಸಿದ್ಧಲಿಂಗ ಮಹಾಸ್ವಾಮಿಗಳು ಎಂದು ಜಗದ್ಗುರು ತೋಂಟದಾರ್ಯ ವಿದ್ಯಾಪೀಠದ ಕಾರ್ಯದರ್ಶಿಗಳಾದ ಪ್ರೊ. ಎಸ್ ಎಸ್ ಪಟ್ಟಣ ಶೆಟ್ಟರ್ ಹೇಳಿದರು. ಅವರು ನಗರದ ಬಸವೇಶ್ವರ ಕಾಲೇಜಿನಲ್ಲಿ ಆಯೋಜಿಸಿದ್ದ ಕಾರ್ಯಕ್ರಮದಲ್ಲಿ ಅಧ್ಯಕ್ಷತೆ ವಹಿಸಿ ಮಾತನಾಡಿ ಅವರು ನಮ್ಮ ಸಹಕಾರಿ ಸಂಘವು ಪರಮಪೂಜ್ಯ ಲಿಂಗೈಕ್ಯ ಶ್ರೀ ಜಗದ್ಗುರು ಡಾ. ತೋಂಟದ ಸಿದ್ಧಲಿಂಗ ಮಹಾಸ್ವಾಮಿಗಳವರ ದಿವ್ಯ ಸಾನಿಧ್ಯದಲ್ಲಿ ಪ್ರಾರಂಭವಾಗಿದೆ. ನಮ್ಮ ಸಂಘದ ಬೆಳವಣಿಗೆಯ ಹಿಂದಿನ ಶಕ್ತಿ ಹಾಗೂ ಜಗದ್ಗುರು ತೋಂಟದಾರ್ಯ ವಿದ್ಯಾಪೀಠದ ಅಧ್ಯಕ್ಷರು ಮತ್ತು ತ್ರಿವಿಧ ದಾಸೋಹ ಮೂರ್ತಿಗಳಾದ ಪೂಜ್ಯಶ್ರೀ: [408, 1610, 657, 1932]
special-notice-body: ಸಮಾಜದ ಪ್ರತಿಭಾವಂತ ಎಸ್ ಎಸ್ ಎಲ್ ಸಿ, ಹಾಗೂ ಪಿ ಯು ಸಿ ಯಲ್ಲಿ ಶೇಕಡಾ 70% ಕ್ಕಿಂತ ಹೆಚ್ಚು ಅಂಕ ಪಡೆದ ವಿದ್ಯಾರ್ಥಿಗಳಿಗೆ ಪ್ರತಿಭಾ ಪುರಸ್ಕಾರ ಹಮ್ಮಿಕೊಳ್ಳಲಾಗಿದ್ದು, ಸದರಿ ವಿದ್ಯಾರ್ಥಿಗಳು ಈ ಕೆಳಕಂಡ ಜಿಲ್ಲಾ ಹಾಗೂ ತಾಲೂಕಿನ ಪದಾಧಿ ಕಾರಿಗಳನ್ನು ಸಂಪರ್ಕಿಸಿ ಹೆಸರು ನೋಂದಾಯಿಸ ಬಹುದು. ಯಾದಗಿರಿ ಬನ್ನಪ್ಪ ಕಾಳೆಬೆಳಗುಂದ 7019402349. ಸುರಪುರ, ದೇವಿಂದ್ರಪ್ಪ ತಳವಾರಗೇರಾ,8660620887. ಶಹಾಪುರ ಗಣೇಶ ಪತ್ತಾರ,9980778380.ಹುಣಸಗಿ ಮನೋಹರ್, 9448561965. ಗುರು ಮಠಕಲ್ ಶ್ರೀನಿವಾಸ, 8095760145. ವಡಿಗೇರ ಬನ್ನಪ್ಪ ಏಕಾರ. 9901546261.: [1231, 348, 1466, 630]
contact-banner: ಸುದ್ದಿ ಮತ್ತು ಜಾಹೀರಾತುಗಳಿಗೆ ಸಂಪರ್ಕಿಸಿ: [59, 92, 374, 119]
